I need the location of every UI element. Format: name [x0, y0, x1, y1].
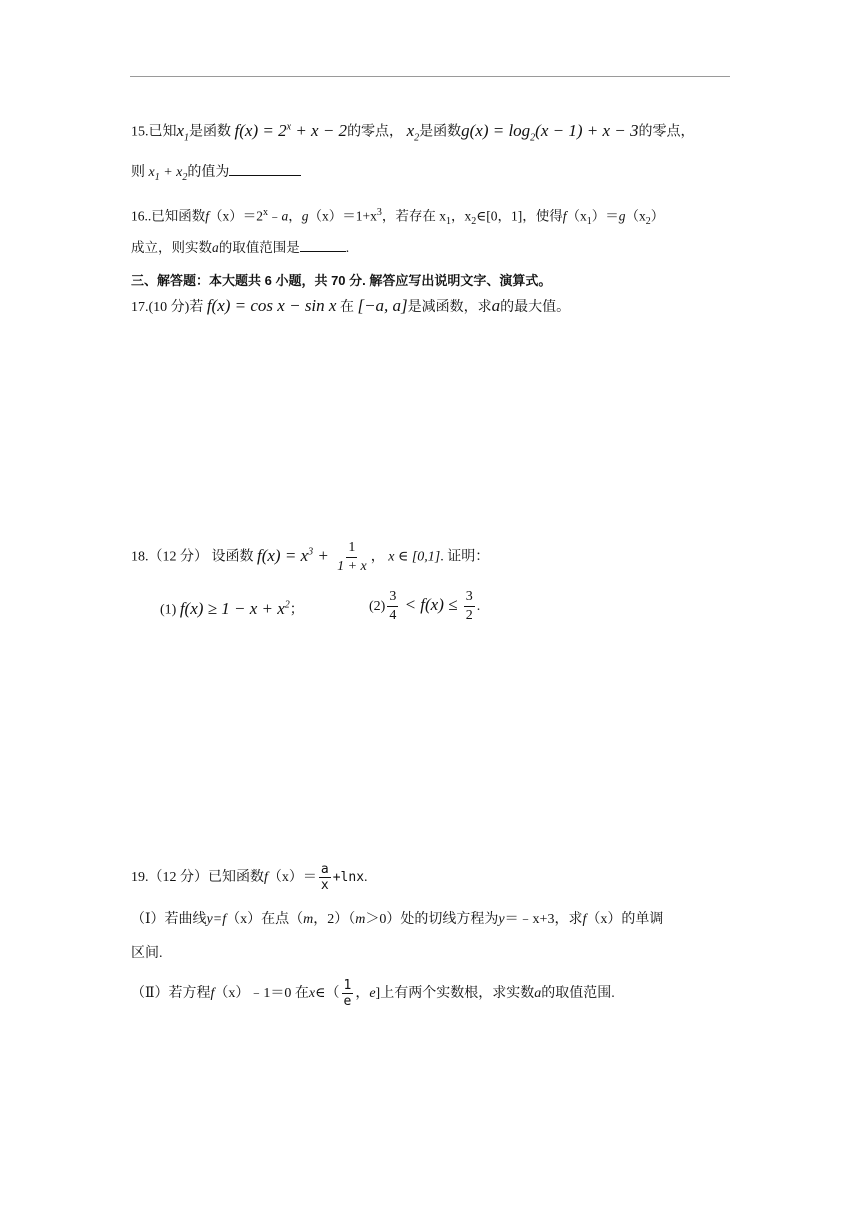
q15-line2 — [131, 161, 301, 188]
q15-value-is: 的值为 — [187, 165, 230, 180]
q18-f-definition: $f(x) = x^3$ + — [257, 545, 334, 565]
q19-part1-line2: 区间. — [131, 946, 163, 961]
q19-part2-fraction: $\frac{1}{e}$ — [343, 978, 352, 1010]
q16-answer-blank — [300, 237, 346, 252]
q18-line1: 18.（12 分） 设函数 $f(x) = x^3$ + $\frac{1}{1 + x}$ ， x ∈ [0,1]. 证明： — [131, 539, 490, 574]
q19-fraction: $\frac{a}{x}$ — [320, 862, 329, 894]
q16-line1: 16..已知函数$f(x)=2^x﹣a$，$g(x)=1+x^3$，若存在 $x_1$，$x_2\in[0$，1]，使得$f(x_1)=g(x_2)$ — [131, 207, 665, 228]
q15-g-definition: $g(x) = \log_2(x - 1) + x - 3$ — [461, 120, 639, 144]
q15-f-definition: $f(x) = 2^x + x - 2$ — [234, 120, 348, 140]
section-3-heading: 三、解答题：本大题共 6 小题，共 70 分. 解答应写出说明文字、演算式。 — [131, 273, 552, 288]
q16-prefix: 16..已知函数 — [131, 208, 206, 224]
q18-part2-fraction-right: $\frac{3}{2}$ — [465, 589, 473, 624]
q17-line: 17.(10 分)若 f(x) = cos x − sin x 在 [−a, a]是减函数，求a的最大值。 — [131, 296, 571, 315]
q19-prefix: 19.（12 分）已知函数 — [131, 870, 264, 885]
top-rule — [130, 76, 730, 77]
q18-domain: x ∈ [0,1] — [388, 549, 441, 565]
q18-part1-expression: $f(x) \ge 1 - x + x^2$ — [179, 598, 290, 618]
q15-line1 — [131, 117, 695, 148]
q15-answer-blank — [229, 161, 301, 176]
q16-line2: 成立，则实数a的取值范围是 . — [131, 237, 349, 258]
q15-text-d: 的零点， — [638, 124, 695, 140]
q19-line1: 19.（12 分）已知函数f（x）＝ $\frac{a}{x}$ +lnx. — [131, 862, 368, 894]
q15-text-c: 是函数 — [419, 124, 462, 140]
q18-part1: (1) $f(x) \ge 1 - x + x^2$； — [160, 598, 304, 618]
q15-x1: $x_1$ — [176, 120, 190, 144]
q18-part2: (2) $\frac{3}{4}$ < f(x) ≤ $\frac{3}{2}$ . — [369, 589, 481, 624]
q17-prefix: 17.(10 分)若 — [131, 300, 204, 315]
q15-text-a: 是函数 — [189, 124, 232, 140]
q19-part2-line: （Ⅱ）若方程f（x）﹣1＝0 在x∈（ $\frac{1}{e}$ ，e]上有两个实数根，求实数a的取值范围. — [131, 978, 615, 1010]
q15-sum: $x_1 + x_2$ — [148, 165, 188, 183]
q18-prefix: 18.（12 分） 设函数 — [131, 549, 254, 565]
q18-part2-fraction-left: $\frac{3}{4}$ — [389, 589, 397, 624]
q17-interval: [−a, a] — [357, 296, 408, 315]
q15-x2: $x_2$ — [406, 120, 420, 144]
q15-prefix: 15.已知 — [131, 124, 177, 140]
q15-text-b: 的零点， — [347, 124, 404, 140]
q19-part1-line1: （Ⅰ）若曲线y=f（x）在点（m，2）（m＞0）处的切线方程为y＝﹣x+3，求f（x）的单调 — [131, 912, 664, 927]
q17-expression: f(x) = cos x − sin x — [206, 296, 337, 315]
q19-lnx: +lnx — [332, 870, 365, 885]
q15-then: 则 — [131, 165, 145, 180]
q18-fraction: $\frac{1}{1 + x}$ — [337, 539, 367, 574]
